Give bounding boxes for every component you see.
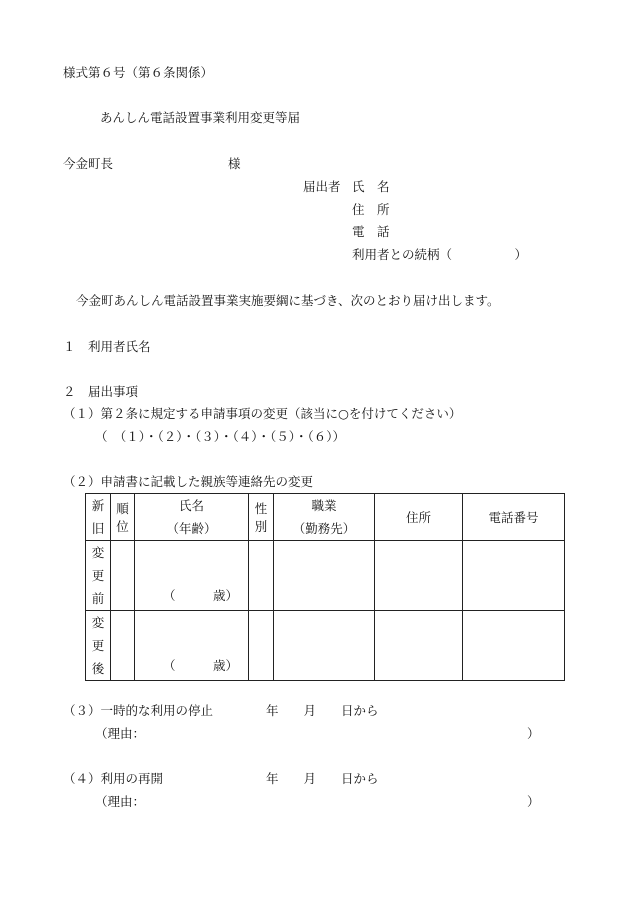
applicant-phone-label: 電 話 <box>352 224 390 239</box>
row-after-phone[interactable] <box>463 611 565 681</box>
row-before-sex[interactable] <box>249 541 274 611</box>
item4-reason-close: ） <box>527 794 540 809</box>
addressee: 今金町長 <box>63 156 114 171</box>
row-before-occupation[interactable] <box>274 541 375 611</box>
row-after-name[interactable] <box>135 611 249 681</box>
form-title: あんしん電話設置事業利用変更等届 <box>100 110 301 125</box>
item3-reason-close: ） <box>527 726 540 741</box>
header-phone: 電話番号 <box>463 494 565 541</box>
item3-reason-open: （理由： <box>95 726 146 741</box>
item4-heading: （４）利用の再開 <box>63 771 164 786</box>
row-before-address[interactable] <box>375 541 463 611</box>
item3-heading: （３）一時的な利用の停止 <box>63 703 214 718</box>
item4-reason-open: （理由： <box>95 794 146 809</box>
table-row-before <box>86 541 565 611</box>
row-before-name[interactable] <box>135 541 249 611</box>
section2-heading: ２ 届出事項 <box>63 384 139 399</box>
row-before-rank[interactable] <box>111 541 135 611</box>
table-header-row <box>86 494 565 541</box>
section1-heading: １ 利用者氏名 <box>63 339 151 354</box>
header-address: 住所 <box>375 494 463 541</box>
header-occupation: 職業 （勤務先） <box>274 494 375 541</box>
item4-date: 年 月 日から <box>266 771 379 786</box>
row-after-sex[interactable] <box>249 611 274 681</box>
item2-heading: （２）申請書に記載した親族等連絡先の変更 <box>63 474 314 489</box>
item3-date: 年 月 日から <box>266 703 379 718</box>
header-rank: 順位 <box>111 494 135 541</box>
applicant-address-label: 住 所 <box>352 202 390 217</box>
item1-heading: （１）第２条に規定する申請事項の変更（該当に○を付けてください） <box>63 406 462 421</box>
table-row-after <box>86 611 565 681</box>
intro-text: 今金町あんしん電話設置事業実施要綱に基づき、次のとおり届け出します。 <box>76 293 500 308</box>
header-name: 氏名 （年齢） <box>135 494 249 541</box>
row-after-age: （ 歳） <box>163 658 239 673</box>
row-after-rank[interactable] <box>111 611 135 681</box>
row-before-label: 変 更 前 <box>86 541 111 611</box>
row-after-address[interactable] <box>375 611 463 681</box>
honorific: 様 <box>228 156 241 171</box>
row-before-age: （ 歳） <box>163 588 239 603</box>
item1-choices: （ （１）・（２）・（３）・（４）・（５）・（６）） <box>95 429 346 444</box>
family-contact-table <box>85 493 565 681</box>
row-after-label: 変 更 後 <box>86 611 111 681</box>
row-after-occupation[interactable] <box>274 611 375 681</box>
row-before-phone[interactable] <box>463 541 565 611</box>
form-number: 様式第６号（第６条関係） <box>63 65 214 80</box>
applicant-relation-label: 利用者との続柄（ ） <box>352 247 528 262</box>
applicant-name-label: 氏 名 <box>352 179 390 194</box>
header-sex: 性別 <box>249 494 274 541</box>
applicant-label: 届出者 <box>303 179 341 194</box>
header-new-old: 新 旧 <box>86 494 111 541</box>
